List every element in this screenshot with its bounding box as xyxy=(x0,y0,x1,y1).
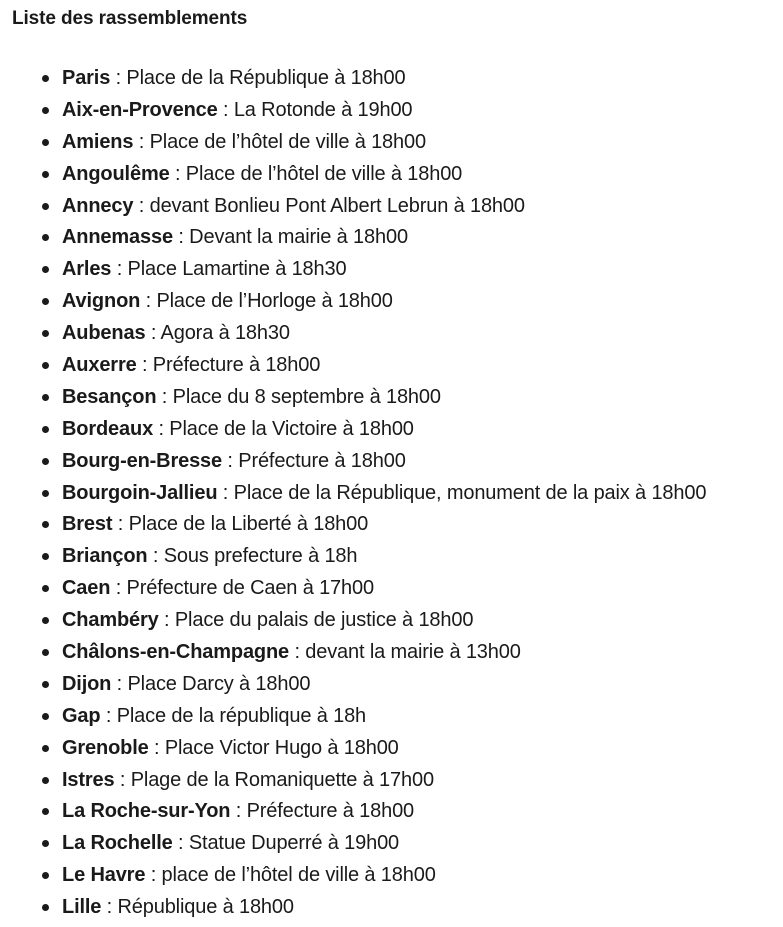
city-name: Chambéry xyxy=(62,609,159,632)
separator: : xyxy=(169,162,186,185)
city-name: Arles xyxy=(62,258,112,281)
city-name: Briançon xyxy=(62,545,148,568)
city-name: Avignon xyxy=(62,290,141,313)
list-item xyxy=(12,799,783,831)
bullet-icon xyxy=(42,649,49,656)
list-item xyxy=(12,289,783,321)
list-item xyxy=(12,576,783,608)
city-name: Istres xyxy=(62,768,115,791)
separator: : xyxy=(147,545,164,568)
bullet-icon xyxy=(42,394,49,401)
city-name: Annecy xyxy=(62,194,134,217)
rally-details: Agora à 18h30 xyxy=(160,322,290,345)
rally-details: Place de la république à 18h xyxy=(116,704,367,727)
city-name: Angoulême xyxy=(62,162,170,185)
separator: : xyxy=(172,226,190,249)
list-item xyxy=(12,130,783,162)
bullet-icon xyxy=(42,745,49,752)
separator: : xyxy=(172,832,189,855)
separator: : xyxy=(111,258,128,281)
separator: : xyxy=(133,194,150,217)
separator: : xyxy=(222,449,239,472)
rally-details: Place du 8 septembre à 18h00 xyxy=(172,385,441,408)
list-item xyxy=(12,257,783,289)
list-item xyxy=(12,194,783,226)
bullet-icon xyxy=(42,681,49,688)
bullet-icon xyxy=(42,266,49,273)
bullet-icon xyxy=(42,872,49,879)
list-item xyxy=(12,225,783,257)
separator: : xyxy=(230,800,247,823)
bullet-icon xyxy=(42,107,49,114)
city-name: Lille xyxy=(62,896,102,919)
bullet-icon xyxy=(42,585,49,592)
rally-details: Place de la Victoire à 18h00 xyxy=(169,417,414,440)
rally-details: La Rotonde à 19h00 xyxy=(233,98,413,121)
rally-details: Place de la République à 18h00 xyxy=(126,67,406,89)
list-item xyxy=(12,321,783,353)
list-item xyxy=(12,768,783,800)
city-name: Bourgoin-Jallieu xyxy=(62,481,218,504)
list-item xyxy=(12,162,783,194)
bullet-icon xyxy=(42,330,49,337)
list-item xyxy=(12,608,783,640)
bullet-icon xyxy=(42,458,49,465)
rally-details: Place de l’Horloge à 18h00 xyxy=(156,290,393,313)
city-name: Annemasse xyxy=(62,226,173,249)
rally-details: Plage de la Romaniquette à 17h00 xyxy=(130,768,434,791)
rally-details: devant la mairie à 13h00 xyxy=(305,641,521,664)
list-item xyxy=(12,417,783,449)
rally-details: République à 18h00 xyxy=(117,896,294,919)
bullet-icon xyxy=(42,362,49,369)
bullet-icon xyxy=(42,617,49,624)
city-name: Grenoble xyxy=(62,736,149,759)
city-name: Châlons-en-Champagne xyxy=(62,641,290,664)
list-item xyxy=(12,544,783,576)
bullet-icon xyxy=(42,713,49,720)
city-name: Aubenas xyxy=(62,322,146,345)
list-item xyxy=(12,640,783,672)
list-item xyxy=(12,66,783,98)
bullet-icon xyxy=(42,298,49,305)
separator: : xyxy=(110,67,127,89)
rally-details: Place de l’hôtel de ville à 18h00 xyxy=(149,130,426,153)
separator: : xyxy=(136,354,153,377)
list-item xyxy=(12,385,783,417)
rally-details: Place du palais de justice à 18h00 xyxy=(174,609,474,632)
rally-list xyxy=(12,66,783,927)
rally-details: Statue Duperré à 19h00 xyxy=(188,832,400,855)
city-name: La Roche-sur-Yon xyxy=(62,800,231,823)
city-name: La Rochelle xyxy=(62,832,173,855)
list-item xyxy=(12,704,783,736)
city-name: Dijon xyxy=(62,672,112,695)
rally-details: Place Lamartine à 18h30 xyxy=(127,258,347,281)
city-name: Aix-en-Provence xyxy=(62,98,218,121)
list-item xyxy=(12,672,783,704)
city-name: Le Havre xyxy=(62,864,146,887)
bullet-icon xyxy=(42,75,49,82)
separator: : xyxy=(110,577,127,600)
rally-details: Préfecture à 18h00 xyxy=(152,354,321,377)
bullet-icon xyxy=(42,234,49,241)
separator: : xyxy=(289,641,306,664)
bullet-icon xyxy=(42,521,49,528)
separator: : xyxy=(100,704,117,727)
list-item xyxy=(12,895,783,927)
bullet-icon xyxy=(42,203,49,210)
city-name: Paris xyxy=(62,67,111,89)
separator: : xyxy=(145,864,162,887)
separator: : xyxy=(140,290,157,313)
list-item xyxy=(12,449,783,481)
rally-details: Préfecture à 18h00 xyxy=(238,449,406,472)
list-item xyxy=(12,353,783,385)
separator: : xyxy=(112,513,129,536)
list-item xyxy=(12,512,783,544)
city-name: Auxerre xyxy=(62,354,137,377)
rally-details: Place de la Liberté à 18h00 xyxy=(128,513,369,536)
list-item xyxy=(12,831,783,863)
bullet-icon xyxy=(42,553,49,560)
separator: : xyxy=(111,672,128,695)
rally-details: Place de l’hôtel de ville à 18h00 xyxy=(185,162,463,185)
city-name: Bordeaux xyxy=(62,417,154,440)
rally-details: Place de la République, monument de la paix à 18h00 xyxy=(233,481,707,504)
bullet-icon xyxy=(42,840,49,847)
city-name: Caen xyxy=(62,577,111,600)
city-name: Amiens xyxy=(62,130,134,153)
page-title: Liste des rassemblements xyxy=(12,8,248,29)
rally-details: place de l’hôtel de ville à 18h00 xyxy=(161,864,436,887)
list-item xyxy=(12,736,783,768)
rally-details: Place Darcy à 18h00 xyxy=(127,672,311,695)
city-name: Besançon xyxy=(62,385,157,408)
rally-details: Préfecture de Caen à 17h00 xyxy=(126,577,374,600)
city-name: Brest xyxy=(62,513,113,536)
separator: : xyxy=(156,385,173,408)
list-item xyxy=(12,481,783,513)
separator: : xyxy=(133,130,150,153)
rally-details: devant Bonlieu Pont Albert Lebrun à 18h00 xyxy=(149,194,525,217)
rally-details: Devant la mairie à 18h00 xyxy=(189,226,408,249)
separator: : xyxy=(145,322,161,345)
separator: : xyxy=(217,481,234,504)
bullet-icon xyxy=(42,171,49,178)
bullet-icon xyxy=(42,777,49,784)
list-item xyxy=(12,863,783,895)
city-name: Gap xyxy=(62,704,101,727)
separator: : xyxy=(114,768,131,791)
bullet-icon xyxy=(42,490,49,497)
bullet-icon xyxy=(42,904,49,911)
bullet-icon xyxy=(42,426,49,433)
separator: : xyxy=(153,417,170,440)
separator: : xyxy=(217,98,234,121)
city-name: Bourg-en-Bresse xyxy=(62,449,223,472)
list-item xyxy=(12,98,783,130)
rally-details: Préfecture à 18h00 xyxy=(246,800,415,823)
separator: : xyxy=(158,609,175,632)
separator: : xyxy=(148,736,165,759)
separator: : xyxy=(101,896,118,919)
bullet-icon xyxy=(42,808,49,815)
rally-details: Place Victor Hugo à 18h00 xyxy=(164,736,399,759)
bullet-icon xyxy=(42,139,49,146)
rally-details: Sous prefecture à 18h xyxy=(163,545,358,568)
